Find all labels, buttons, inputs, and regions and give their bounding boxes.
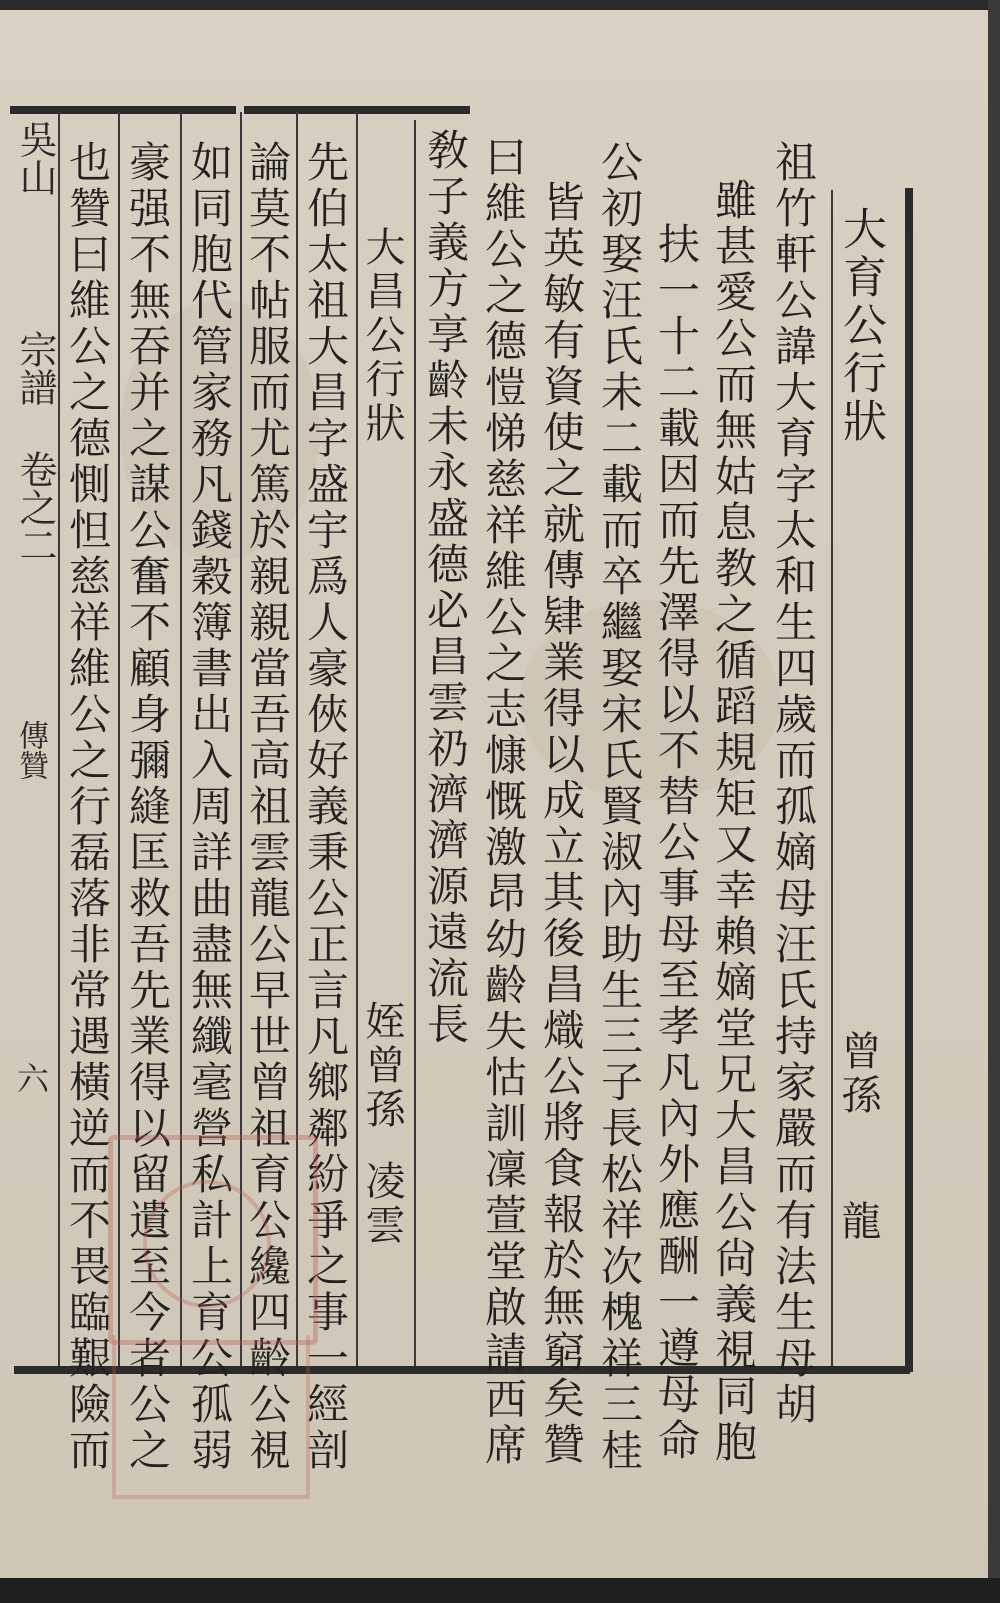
text-column: 曰維公之德愷悌慈祥維公之志慷慨激昂幼齡失怙訓凜萱堂啟請西席: [479, 135, 528, 1469]
gutter-book-type: 宗譜: [13, 330, 57, 406]
column-divider: [58, 112, 60, 1366]
text-column: 雖甚愛公而無姑息教之循蹈規矩又幸賴嫡堂兄大昌公尙義視同胞: [709, 178, 758, 1466]
author-relation: 曾孫: [835, 1030, 881, 1118]
library-seal-lower: [112, 1335, 310, 1499]
text-column: 祖竹軒公諱大育字太和生四歲而孤嫡母汪氏持家嚴而有法生母胡: [769, 140, 818, 1428]
text-column: 也贊曰維公之德惻怛慈祥維公之行磊落非常遇橫逆而不畏臨艱險而: [63, 140, 112, 1474]
column-divider: [831, 190, 833, 1366]
text-column: 扶一十二載因而先澤得以不替公事母至孝凡內外應酬一遵母命: [652, 222, 701, 1464]
text-column: 豪强不無吞并之謀公奮不顧身彌縫匡救吾先業得以留遺至今者公之: [123, 140, 172, 1474]
text-column: 先伯太祖大昌字盛宇爲人豪俠好義秉公正言凡鄉鄰紛爭之事一經剖: [301, 140, 350, 1474]
section-title: 大育公行狀: [835, 206, 886, 446]
gutter-book-name: 吳山: [13, 120, 57, 196]
column-divider: [356, 112, 358, 1366]
scan-edge-right: [988, 0, 1000, 1603]
text-column: 公初娶汪氏未二載而卒繼娶宋氏賢淑內助生三子長松祥次槐祥三桂: [595, 140, 644, 1474]
author-name: 凌雲: [359, 1160, 405, 1248]
gutter-volume: 卷之二: [13, 450, 57, 564]
column-divider: [414, 120, 416, 1366]
text-column: 論莫不帖服而尤篤於親親當吾高祖雲龍公早世曾祖育公纔四齡公視: [243, 140, 292, 1474]
text-column: 如同胞代管家務凡錢穀簿書出入周詳曲盡無纖毫營私計上育公孤弱: [185, 140, 234, 1474]
scan-edge-top: [0, 0, 1000, 10]
text-column: 敎子義方享齡未永盛德必昌雲礽濟濟源遠流長: [421, 128, 470, 1048]
text-column: 皆英敏有資使之就傳肄業得以成立其後昌熾公將食報於無窮矣贊: [537, 180, 586, 1468]
library-seal: [108, 1135, 318, 1345]
scan-edge-bottom: [0, 1578, 1000, 1603]
author-name: 龍: [835, 1200, 881, 1244]
gutter-section: 傳贊: [13, 720, 48, 780]
section-title: 大昌公行狀: [359, 226, 405, 446]
gutter-page-number: 六: [12, 1062, 50, 1094]
author-relation: 姪曾孫: [359, 1000, 405, 1132]
frame-rule-right: [905, 188, 913, 1372]
